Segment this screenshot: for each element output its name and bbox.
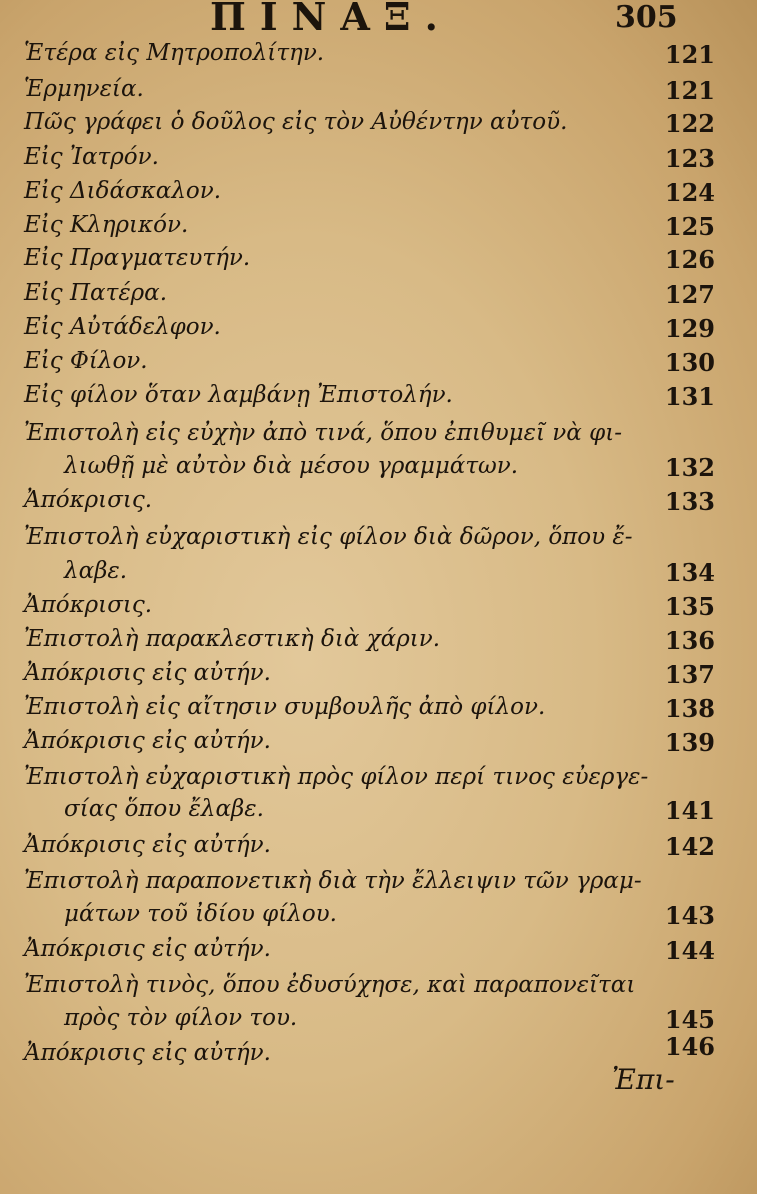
entry-page: 138 [664, 694, 715, 723]
entry-page: 132 [664, 453, 715, 482]
entry-page: 126 [664, 245, 715, 274]
entry-page: 142 [664, 832, 715, 861]
entry-text: Ἐπιστολὴ παρακλεστικὴ διὰ χάριν. [24, 626, 441, 652]
entry-page: 129 [664, 314, 715, 343]
entry-text: Ἀπόκρισις εἰς αὐτήν. [24, 832, 271, 858]
entry-page: 146 [664, 1032, 715, 1061]
entry-page: 137 [664, 660, 715, 689]
entry-page: 122 [664, 109, 715, 138]
entry-text: πρὸς τὸν φίλον του. [64, 1005, 298, 1031]
entry-page: 121 [664, 40, 715, 69]
entry-text: Ἀπόκρισις εἰς αὐτήν. [24, 728, 271, 754]
entry-page: 127 [664, 280, 715, 309]
entry-text: Ἀπόκρισις. [24, 592, 153, 618]
catchword: Ἐπι- [612, 1063, 675, 1096]
entry-page: 133 [664, 487, 715, 516]
entry-text: Ἑρμηνεία. [24, 76, 144, 102]
entry-text: λαβε. [64, 558, 128, 584]
entry-page: 139 [664, 728, 715, 757]
entry-page: 134 [664, 558, 715, 587]
entry-page: 130 [664, 348, 715, 377]
entry-page: 121 [664, 76, 715, 105]
entry-text: Εἰς Φίλον. [24, 348, 148, 374]
entry-text: Εἰς Κληρικόν. [24, 212, 189, 238]
entry-text: Εἰς Αὐτάδελφον. [24, 314, 221, 340]
entry-page: 145 [664, 1005, 715, 1034]
entry-text: λιωθῇ μὲ αὐτὸν διὰ μέσου γραμμάτων. [64, 453, 519, 479]
entry-page: 123 [664, 144, 715, 173]
entry-text: Ἐπιστολὴ εἰς εὐχὴν ἀπὸ τινά, ὅπου ἐπιθυμεῖ νὰ φι- [24, 420, 623, 446]
entry-text: Ἐπιστολὴ παραπονετικὴ διὰ τὴν ἔλλειψιν τῶν γραμ- [24, 868, 642, 894]
entry-page: 131 [664, 382, 715, 411]
entry-text: Ἀπόκρισις εἰς αὐτήν. [24, 1040, 271, 1066]
page-number: 305 [615, 0, 678, 35]
entry-page: 125 [664, 212, 715, 241]
entry-text: μάτων τοῦ ἰδίου φίλου. [64, 901, 337, 927]
entry-text: σίας ὅπου ἔλαβε. [64, 796, 264, 822]
entry-text: Εἰς φίλον ὅταν λαμβάνῃ Ἐπιστολήν. [24, 382, 453, 408]
entry-text: Ἐπιστολὴ εὐχαριστικὴ εἰς φίλον διὰ δῶρον, ὅπου ἔ- [24, 524, 633, 550]
entry-text: Ἑτέρα εἰς Μητροπολίτην. [24, 40, 325, 66]
entry-text: Ἀπόκρισις. [24, 487, 153, 513]
entry-text: Ἐπιστολὴ εἰς αἴτησιν συμβουλῆς ἀπὸ φίλον. [24, 694, 546, 720]
entry-page: 136 [664, 626, 715, 655]
entry-text: Ἐπιστολὴ τινὸς, ὅπου ἐδυσύχησε, καὶ παραπονεῖται [24, 972, 636, 998]
entry-text: Ἐπιστολὴ εὐχαριστικὴ πρὸς φίλον περί τινος εὐεργε- [24, 764, 649, 790]
entry-page: 141 [664, 796, 715, 825]
entry-text: Ἀπόκρισις εἰς αὐτήν. [24, 936, 271, 962]
entry-text: Εἰς Πατέρα. [24, 280, 168, 306]
entry-text: Εἰς Ἰατρόν. [24, 144, 159, 170]
entry-text: Ἀπόκρισις εἰς αὐτήν. [24, 660, 271, 686]
entry-page: 144 [664, 936, 715, 965]
running-title: ΠΙΝΑΞ. [210, 0, 452, 39]
entry-text: Εἰς Διδάσκαλον. [24, 178, 222, 204]
entry-page: 124 [664, 178, 715, 207]
entry-text: Εἰς Πραγματευτήν. [24, 245, 251, 271]
entry-page: 143 [664, 901, 715, 930]
entry-text: Πῶς γράφει ὁ δοῦλος εἰς τὸν Αὐθέντην αὐτοῦ. [24, 109, 568, 135]
entry-page: 135 [664, 592, 715, 621]
